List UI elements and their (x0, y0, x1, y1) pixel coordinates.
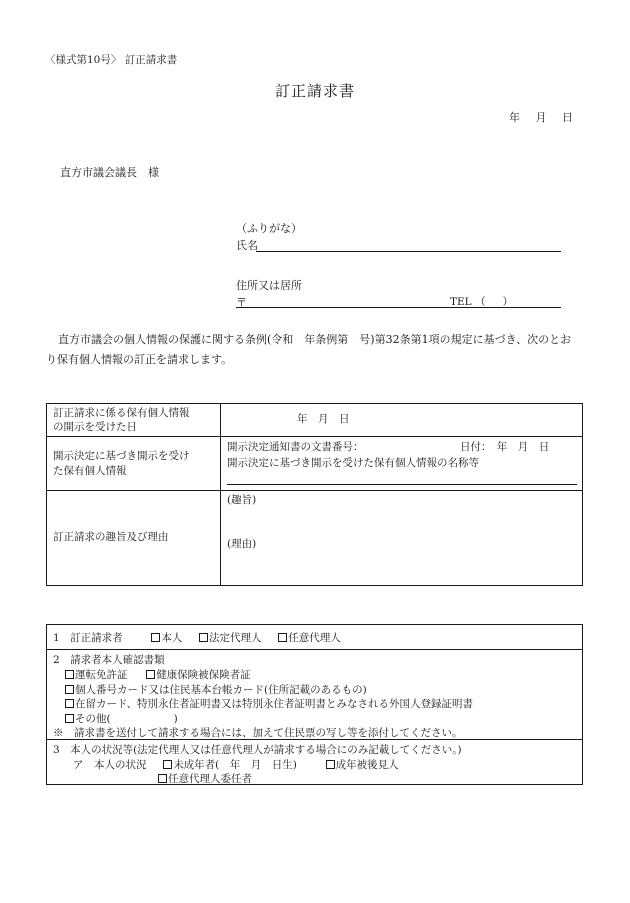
date-field[interactable]: 年 月 日 (509, 111, 573, 124)
name-field[interactable] (256, 251, 561, 252)
furigana-label: （ふりがな） (236, 222, 302, 235)
option-delegator: 任意代理人委任者 (168, 773, 252, 785)
checkbox-residence-card[interactable] (65, 699, 74, 708)
option-self: 本人 (161, 632, 183, 644)
checkbox-health-insurance[interactable] (146, 670, 155, 679)
option-minor: 未成年者( 年 月 日生) (173, 759, 297, 771)
addressee: 直方市議会議長 様 (60, 166, 159, 179)
option-adult-ward: 成年被後見人 (335, 759, 399, 771)
info-name-label: 開示決定に基づき開示を受けた保有個人情報の名称等 (227, 457, 479, 469)
checkbox-other[interactable] (65, 714, 74, 723)
address-label: 住所又は居所 (236, 279, 302, 292)
form-number-label: 〈様式第10号〉 訂正請求書 (45, 54, 178, 66)
document-number-label[interactable]: 開示決定通知書の文書番号： (227, 441, 364, 453)
disclosed-info-label-2: た保有個人情報 (53, 465, 127, 477)
id-docs-row-2 (65, 682, 367, 697)
checkbox-drivers-license[interactable] (65, 670, 74, 679)
disclosure-date-field[interactable]: 年 月 日 (297, 413, 350, 425)
option-drivers-license: 運転免許証 (75, 669, 128, 681)
reason-field[interactable]: (理由) (227, 538, 257, 550)
correction-details-table (46, 403, 583, 586)
option-legal-agent: 法定代理人 (209, 632, 262, 644)
notice-date-field[interactable]: 日付： 年 月 日 (460, 441, 550, 453)
option-residence-card: 在留カード、特別永住者証明書又は特別永住者証明書とみなされる外国人登録証明書 (75, 698, 474, 710)
mail-note: ※ 請求書を送付して請求する場合には、加えて住民票の写し等を添付してください。 (53, 727, 463, 739)
checkbox-self[interactable] (151, 633, 160, 642)
principal-status-row-1 (73, 757, 399, 772)
reason-label: 訂正請求の趣旨及び理由 (53, 531, 169, 543)
document-title: 訂正請求書 (274, 82, 355, 100)
tel-field[interactable]: TEL （ ） (450, 296, 514, 308)
name-label: 氏名 (236, 239, 258, 252)
disclosure-date-label-1: 訂正請求に係る保有個人情報 (53, 407, 190, 419)
row-divider (47, 490, 582, 491)
checkbox-delegator[interactable] (158, 774, 167, 783)
option-my-number-card: 個人番号カード又は住民基本台帳カード(住所記載のあるもの) (75, 684, 367, 696)
disclosure-date-label-2: の開示を受けた日 (53, 421, 137, 433)
checkbox-my-number-card[interactable] (65, 685, 74, 694)
principal-status-sub: ア 本人の状況 (73, 759, 147, 771)
postal-mark: 〒 (236, 296, 247, 309)
intro-paragraph: 直方市議会の個人情報の保護に関する条例(令和 年条例第 号)第32条第1項の規定に基づき、次のとおり保有個人情報の訂正を請求します。 (46, 333, 572, 366)
checkbox-voluntary-agent[interactable] (278, 633, 287, 642)
requester-info-table (46, 624, 583, 785)
purpose-field[interactable]: (趣旨) (227, 494, 257, 506)
info-name-field[interactable] (227, 484, 577, 485)
option-other: その他( ) (75, 713, 178, 725)
requester-type-row (53, 630, 341, 645)
checkbox-minor[interactable] (163, 760, 172, 769)
row-divider (47, 649, 582, 650)
id-docs-row-3 (65, 696, 473, 711)
column-divider (220, 404, 221, 585)
id-docs-title: 2 請求者本人確認書類 (53, 654, 165, 666)
id-docs-row-1 (65, 667, 251, 682)
row-divider (47, 436, 582, 437)
principal-status-title: 3 本人の状況等(法定代理人又は任意代理人が請求する場合にのみ記載してください。) (53, 744, 462, 756)
requester-type-title: 1 訂正請求者 (53, 632, 123, 644)
checkbox-legal-agent[interactable] (199, 633, 208, 642)
checkbox-adult-ward[interactable] (326, 760, 335, 769)
option-health-insurance: 健康保険被保険者証 (156, 669, 251, 681)
option-voluntary-agent: 任意代理人 (288, 632, 341, 644)
id-docs-row-4 (65, 711, 178, 726)
principal-status-row-2 (158, 771, 252, 786)
disclosed-info-label-1: 開示決定に基づき開示を受け (53, 450, 190, 462)
